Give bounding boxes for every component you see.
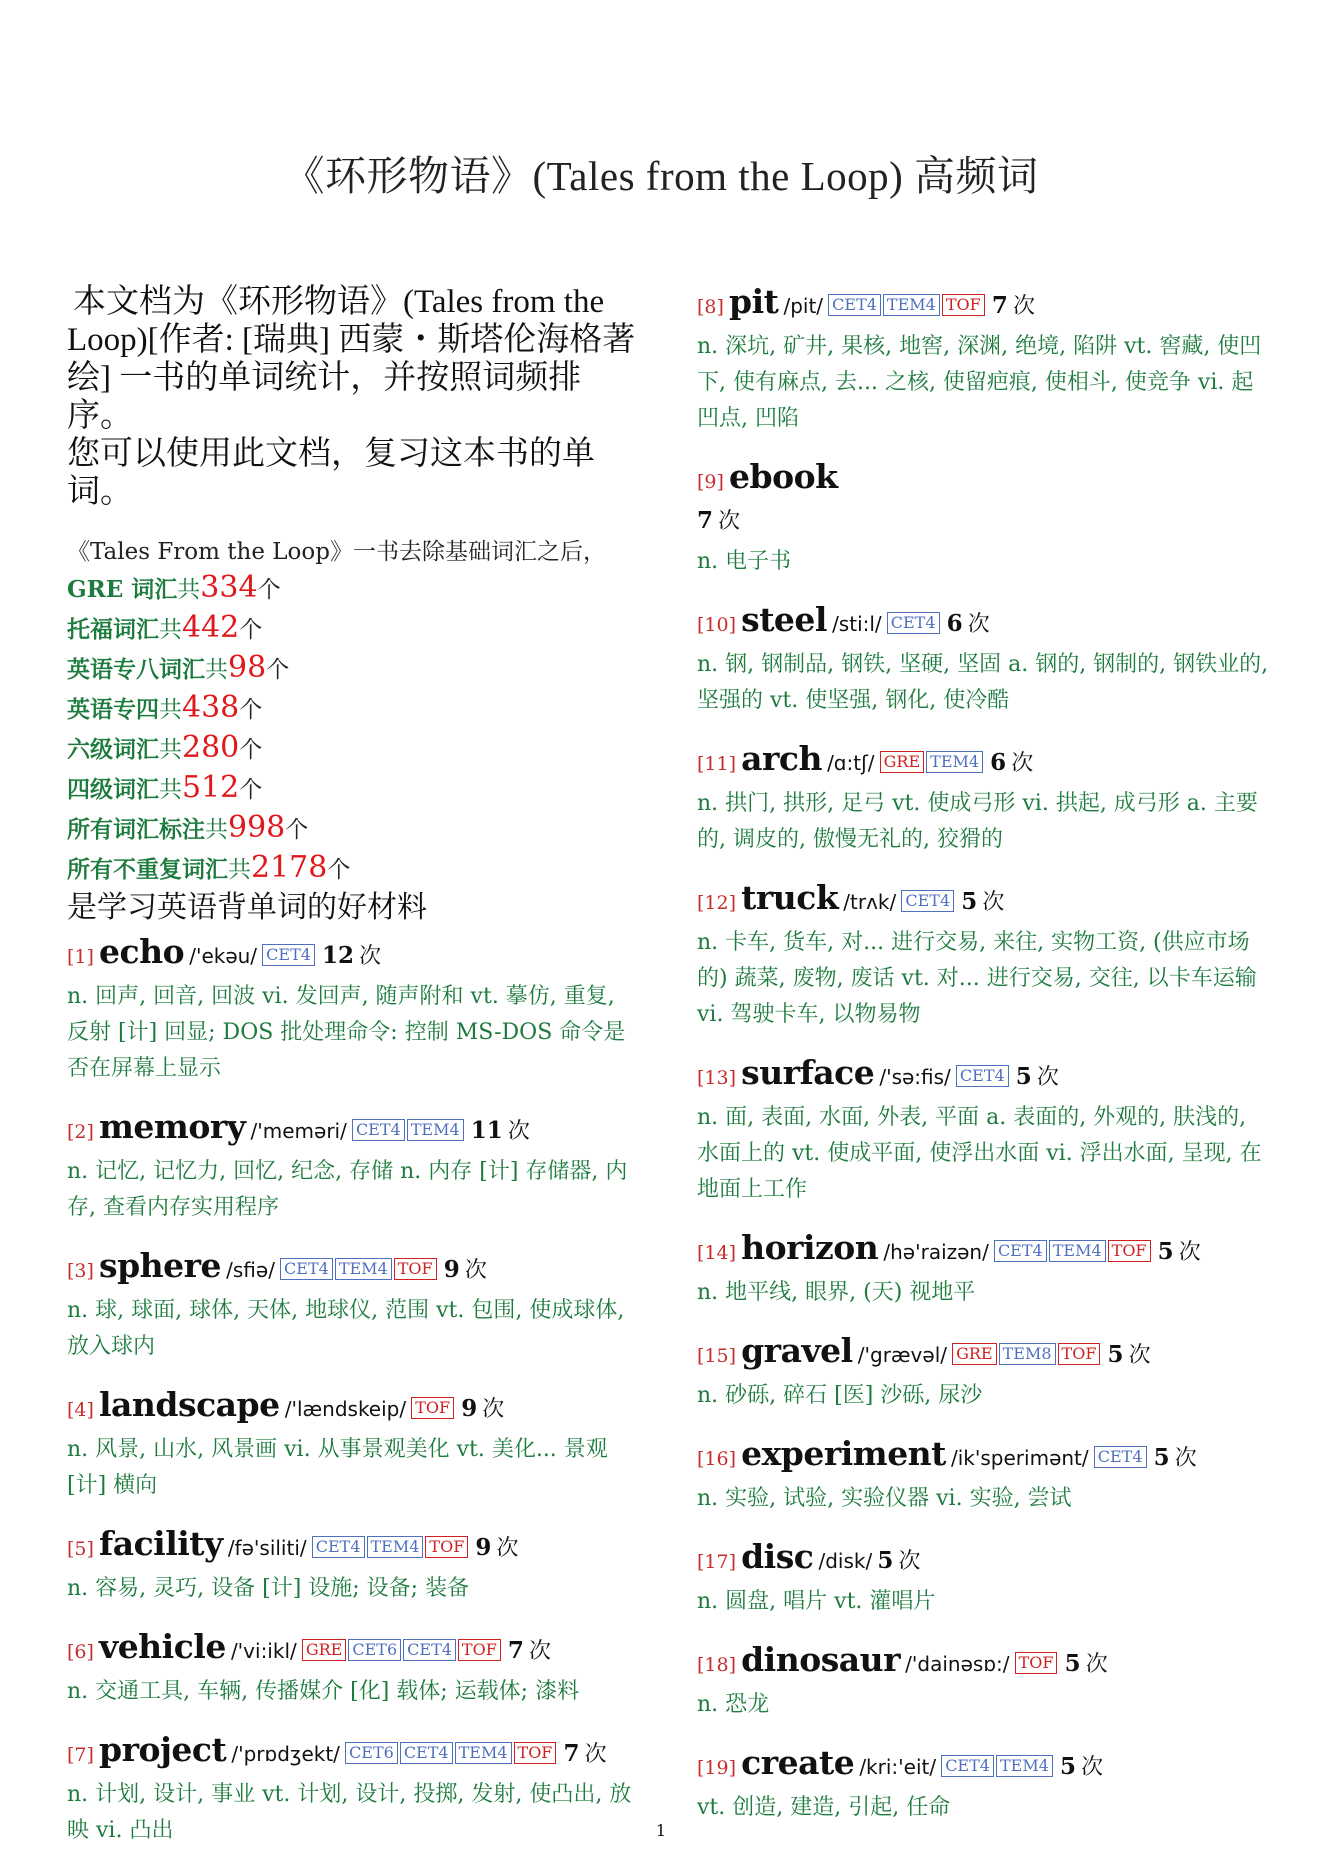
count-number: 5 bbox=[1015, 1063, 1032, 1090]
exam-tag-cet6: CET6 bbox=[348, 1639, 401, 1661]
stat-unit: 个 bbox=[239, 697, 263, 723]
entry-count bbox=[961, 888, 1005, 915]
stat-line bbox=[67, 809, 639, 849]
word-entry bbox=[67, 1386, 639, 1504]
stat-gong: 共 bbox=[159, 697, 182, 723]
entry-word: steel bbox=[741, 600, 827, 639]
word-entry bbox=[697, 601, 1273, 719]
word-entry bbox=[697, 1332, 1273, 1414]
count-unit: 次 bbox=[898, 1549, 921, 1574]
intro bbox=[67, 283, 639, 511]
entry-count bbox=[991, 292, 1035, 319]
left-column bbox=[67, 283, 639, 1870]
stat-gong: 共 bbox=[205, 817, 228, 843]
exam-tag-cet4: CET4 bbox=[941, 1755, 994, 1777]
exam-tag-tem4: TEM4 bbox=[883, 294, 940, 316]
entry-phonetic: /'dainəsɒ:/ bbox=[905, 1652, 1010, 1676]
entry-word: facility bbox=[99, 1524, 223, 1563]
count-number: 11 bbox=[470, 1117, 503, 1144]
entry-head bbox=[697, 1332, 1273, 1376]
entry-count bbox=[322, 942, 382, 969]
exam-tag-cet4: CET4 bbox=[887, 612, 940, 634]
entry-count bbox=[470, 1117, 530, 1144]
entry-count bbox=[475, 1534, 519, 1561]
entry-index: [3] bbox=[67, 1260, 94, 1282]
entry-word: arch bbox=[741, 739, 822, 778]
entry-count bbox=[1059, 1753, 1104, 1780]
entry-head bbox=[67, 933, 639, 977]
stat-unit: 个 bbox=[285, 817, 309, 843]
exam-tag-tem4: TEM4 bbox=[996, 1755, 1053, 1777]
page-number: 1 bbox=[655, 1821, 667, 1840]
count-number: 6 bbox=[946, 610, 963, 637]
entry-count bbox=[443, 1256, 487, 1283]
stat-line bbox=[67, 569, 639, 609]
entry-head bbox=[697, 1641, 1273, 1685]
word-entry bbox=[67, 1525, 639, 1607]
count-number: 9 bbox=[443, 1256, 460, 1283]
count-unit: 次 bbox=[1174, 1446, 1197, 1471]
exam-tag-cet4: CET4 bbox=[1094, 1446, 1147, 1468]
exam-tag-tof: TOF bbox=[1058, 1343, 1101, 1365]
exam-tag-gre: GRE bbox=[302, 1639, 347, 1661]
stat-number: 2178 bbox=[251, 850, 328, 885]
entry-word: pit bbox=[729, 282, 779, 321]
exam-tag-cet4: CET4 bbox=[400, 1742, 453, 1764]
entry-definition: n. 卡车, 货车, 对... 进行交易, 来往, 实物工资, (供应市场的) 蔬菜, 废物, 废话 vt. 对... 进行交易, 交往, 以卡车运输 vi. 驾驶卡车, 以物易物 bbox=[697, 930, 1257, 1027]
exam-tag-tem4: TEM4 bbox=[335, 1258, 392, 1280]
entry-phonetic: /'sə:fis/ bbox=[879, 1065, 951, 1089]
stat-category: GRE 词汇 bbox=[67, 576, 178, 603]
entry-index: [9] bbox=[697, 471, 724, 493]
entry-definition: n. 圆盘, 唱片 vt. 灌唱片 bbox=[697, 1589, 936, 1614]
entry-index: [2] bbox=[67, 1121, 94, 1143]
stat-category: 托福词汇 bbox=[67, 616, 159, 643]
stat-unit: 个 bbox=[239, 617, 263, 643]
stats-block bbox=[67, 535, 639, 927]
entry-index: [6] bbox=[67, 1641, 94, 1663]
entry-word: surface bbox=[741, 1053, 875, 1092]
right-column bbox=[697, 283, 1273, 1847]
entry-count bbox=[563, 1740, 607, 1767]
intro-line-1: 本文档为《环形物语》(Tales from the Loop)[作者: [瑞典] 西蒙・斯塔伦海格著绘] 一书的单词统计，并按照词频排序。 bbox=[67, 284, 636, 434]
entry-head bbox=[67, 1108, 639, 1152]
exam-tag-cet4: CET4 bbox=[262, 944, 315, 966]
entry-index: [17] bbox=[697, 1551, 737, 1573]
entry-definition: n. 风景, 山水, 风景画 vi. 从事景观美化 vt. 美化... 景观 [计] 横向 bbox=[67, 1437, 608, 1498]
count-number: 5 bbox=[1153, 1444, 1170, 1471]
entry-count bbox=[990, 749, 1034, 776]
count-number: 5 bbox=[877, 1547, 894, 1574]
exam-tag-tof: TOF bbox=[514, 1742, 557, 1764]
entry-index: [1] bbox=[67, 946, 94, 968]
stat-category: 六级词汇 bbox=[67, 736, 159, 763]
entry-index: [19] bbox=[697, 1757, 737, 1779]
stat-gong: 共 bbox=[205, 657, 228, 683]
count-number: 7 bbox=[563, 1740, 580, 1767]
word-entry bbox=[697, 1744, 1273, 1826]
exam-tag-tof: TOF bbox=[1015, 1652, 1058, 1674]
count-unit: 次 bbox=[718, 509, 741, 534]
stats-lead: 《Tales From the Loop》一书去除基础词汇之后， bbox=[67, 539, 606, 565]
stat-line bbox=[67, 609, 639, 649]
count-number: 7 bbox=[697, 507, 714, 534]
entry-word: create bbox=[741, 1743, 855, 1782]
stat-unit: 个 bbox=[257, 577, 281, 603]
word-entry bbox=[697, 740, 1273, 858]
stats-list bbox=[67, 569, 639, 889]
entry-definition: n. 计划, 设计, 事业 vt. 计划, 设计, 投掷, 发射, 使凸出, 放映 vi. 凸出 bbox=[67, 1782, 632, 1843]
stat-number: 334 bbox=[200, 570, 258, 605]
entry-definition: n. 钢, 钢制品, 钢铁, 坚硬, 坚固 a. 钢的, 钢制的, 钢铁业的, 坚强的 vt. 使坚强, 钢化, 使冷酷 bbox=[697, 652, 1269, 713]
entry-count bbox=[1157, 1238, 1201, 1265]
entry-head bbox=[697, 458, 1273, 502]
stat-gong: 共 bbox=[159, 737, 182, 763]
count-number: 5 bbox=[1157, 1238, 1174, 1265]
entry-index: [8] bbox=[697, 296, 724, 318]
entry-head bbox=[697, 601, 1273, 645]
entry-word: gravel bbox=[741, 1331, 853, 1370]
entry-count bbox=[877, 1547, 921, 1574]
stat-number: 442 bbox=[182, 610, 240, 645]
exam-tag-tof: TOF bbox=[425, 1536, 468, 1558]
entry-index: [16] bbox=[697, 1448, 737, 1470]
entry-definition: n. 交通工具, 车辆, 传播媒介 [化] 载体; 运载体; 漆料 bbox=[67, 1679, 580, 1704]
entry-phonetic: /fə'siliti/ bbox=[227, 1536, 307, 1560]
entry-definition: n. 记忆, 记忆力, 回忆, 纪念, 存储 n. 内存 [计] 存储器, 内存, 查看内存实用程序 bbox=[67, 1159, 628, 1220]
count-unit: 次 bbox=[482, 1397, 505, 1422]
entry-phonetic: /'lændskeip/ bbox=[284, 1397, 407, 1421]
count-unit: 次 bbox=[529, 1639, 552, 1664]
entry-word: sphere bbox=[99, 1246, 222, 1285]
count-unit: 次 bbox=[496, 1536, 519, 1561]
word-entry bbox=[697, 283, 1273, 437]
entry-count bbox=[1107, 1341, 1151, 1368]
word-entry bbox=[67, 933, 639, 1087]
count-unit: 次 bbox=[1081, 1755, 1104, 1780]
entry-head bbox=[67, 1628, 639, 1672]
entry-definition: n. 深坑, 矿井, 果核, 地窖, 深渊, 绝境, 陷阱 vt. 窖藏, 使凹下, 使有麻点, 去... 之核, 使留疤痕, 使相斗, 使竞争 vi. 起凹点, 凹陷 bbox=[697, 334, 1262, 431]
entry-index: [11] bbox=[697, 753, 737, 775]
exam-tag-cet4: CET4 bbox=[956, 1065, 1009, 1087]
exam-tag-tof: TOF bbox=[942, 294, 985, 316]
stat-number: 98 bbox=[228, 650, 267, 685]
entry-definition: n. 恐龙 bbox=[697, 1692, 770, 1717]
count-unit: 次 bbox=[584, 1742, 607, 1767]
entry-definition: n. 电子书 bbox=[697, 549, 792, 574]
count-number: 5 bbox=[1107, 1341, 1124, 1368]
exam-tag-tem4: TEM4 bbox=[1049, 1240, 1106, 1262]
entry-head bbox=[697, 1744, 1273, 1788]
entry-definition: vt. 创造, 建造, 引起, 任命 bbox=[697, 1795, 951, 1820]
stat-category: 所有不重复词汇 bbox=[67, 856, 228, 883]
entry-head bbox=[67, 1731, 639, 1775]
word-list-right bbox=[697, 283, 1273, 1826]
entry-count bbox=[946, 610, 990, 637]
stat-line bbox=[67, 689, 639, 729]
entry-word: vehicle bbox=[99, 1627, 226, 1666]
entry-definition: n. 实验, 试验, 实验仪器 vi. 实验, 尝试 bbox=[697, 1486, 1072, 1511]
stat-number: 438 bbox=[182, 690, 240, 725]
entry-index: [14] bbox=[697, 1242, 737, 1264]
exam-tag-cet4: CET4 bbox=[828, 294, 881, 316]
entry-head bbox=[697, 1435, 1273, 1479]
entry-phonetic: /hə'raizən/ bbox=[883, 1240, 989, 1264]
entry-word: landscape bbox=[99, 1385, 280, 1424]
entry-phonetic: /ɑ:tʃ/ bbox=[827, 751, 875, 775]
entry-phonetic: /'meməri/ bbox=[250, 1119, 347, 1143]
entry-definition: n. 砂砾, 碎石 [医] 沙砾, 尿沙 bbox=[697, 1383, 983, 1408]
exam-tag-cet4: CET4 bbox=[352, 1119, 405, 1141]
entry-head bbox=[697, 1538, 1273, 1582]
stat-gong: 共 bbox=[228, 857, 251, 883]
stat-line bbox=[67, 769, 639, 809]
entry-count bbox=[507, 1637, 552, 1664]
exam-tag-cet4: CET4 bbox=[901, 890, 954, 912]
exam-tag-tof: TOF bbox=[394, 1258, 437, 1280]
entry-word: experiment bbox=[741, 1434, 946, 1473]
count-unit: 次 bbox=[982, 890, 1005, 915]
exam-tag-tof: TOF bbox=[411, 1397, 454, 1419]
stat-gong: 共 bbox=[159, 777, 182, 803]
count-number: 9 bbox=[461, 1395, 478, 1422]
stat-number: 998 bbox=[228, 810, 286, 845]
exam-tag-tem4: TEM4 bbox=[407, 1119, 464, 1141]
entry-word: horizon bbox=[741, 1228, 879, 1267]
entry-index: [4] bbox=[67, 1399, 94, 1421]
exam-tag-cet6: CET6 bbox=[345, 1742, 398, 1764]
stat-category: 英语专四 bbox=[67, 696, 159, 723]
stat-gong: 共 bbox=[177, 577, 201, 603]
exam-tag-gre: GRE bbox=[880, 751, 925, 773]
count-unit: 次 bbox=[1178, 1240, 1201, 1265]
entry-head bbox=[697, 1054, 1273, 1098]
entry-phonetic: /'grævəl/ bbox=[857, 1343, 947, 1367]
word-entry bbox=[697, 879, 1273, 1033]
entry-definition: n. 拱门, 拱形, 足弓 vt. 使成弓形 vi. 拱起, 成弓形 a. 主要的, 调皮的, 傲慢无礼的, 狡猾的 bbox=[697, 791, 1258, 852]
stat-line bbox=[67, 729, 639, 769]
entry-index: [15] bbox=[697, 1345, 737, 1367]
count-number: 12 bbox=[322, 942, 355, 969]
word-entry bbox=[697, 1538, 1273, 1620]
stat-line bbox=[67, 849, 639, 889]
stat-unit: 个 bbox=[327, 857, 351, 883]
entry-index: [5] bbox=[67, 1538, 94, 1560]
count-unit: 次 bbox=[1011, 751, 1034, 776]
entry-definition: n. 球, 球面, 球体, 天体, 地球仪, 范围 vt. 包围, 使成球体, 放入球内 bbox=[67, 1298, 625, 1359]
exam-tag-tem4: TEM4 bbox=[367, 1536, 424, 1558]
stat-unit: 个 bbox=[239, 777, 263, 803]
entry-head bbox=[67, 1386, 639, 1430]
word-list-left bbox=[67, 933, 639, 1849]
exam-tag-tem4: TEM4 bbox=[926, 751, 983, 773]
count-unit: 次 bbox=[464, 1258, 487, 1283]
entry-head bbox=[697, 740, 1273, 784]
entry-word: disc bbox=[741, 1537, 814, 1576]
entry-word: echo bbox=[99, 932, 185, 971]
entry-head bbox=[67, 1247, 639, 1291]
entry-definition: n. 容易, 灵巧, 设备 [计] 设施; 设备; 装备 bbox=[67, 1576, 470, 1601]
entry-definition: n. 面, 表面, 水面, 外表, 平面 a. 表面的, 外观的, 肤浅的, 水面上的 vt. 使成平面, 使浮出水面 vi. 浮出水面, 呈现, 在地面上工作 bbox=[697, 1105, 1262, 1202]
word-entry bbox=[697, 1641, 1273, 1723]
entry-word: truck bbox=[741, 878, 839, 917]
entry-index: [10] bbox=[697, 614, 737, 636]
entry-count bbox=[1064, 1650, 1108, 1677]
intro-line-2: 您可以使用此文档，复习这本书的单词。 bbox=[67, 436, 595, 510]
entry-word: project bbox=[99, 1730, 227, 1769]
count-number: 5 bbox=[1064, 1650, 1081, 1677]
entry-head bbox=[697, 283, 1273, 327]
count-number: 7 bbox=[991, 292, 1008, 319]
exam-tag-tof: TOF bbox=[458, 1639, 501, 1661]
count-unit: 次 bbox=[1036, 1065, 1059, 1090]
count-unit: 次 bbox=[359, 944, 382, 969]
entry-count bbox=[697, 507, 741, 534]
entry-definition: n. 回声, 回音, 回波 vi. 发回声, 随声附和 vt. 摹仿, 重复, 反射 [计] 回显; DOS 批处理命令: 控制 MS-DOS 命令是否在屏幕上显示 bbox=[67, 984, 626, 1081]
stats-tail: 是学习英语背单词的好材料 bbox=[67, 890, 427, 925]
count-unit: 次 bbox=[507, 1119, 530, 1144]
count-number: 7 bbox=[507, 1637, 524, 1664]
stat-gong: 共 bbox=[159, 617, 182, 643]
exam-tag-cet4: CET4 bbox=[403, 1639, 456, 1661]
exam-tag-cet4: CET4 bbox=[994, 1240, 1047, 1262]
entry-word: ebook bbox=[729, 457, 838, 496]
count-unit: 次 bbox=[1012, 294, 1035, 319]
exam-tag-cet4: CET4 bbox=[280, 1258, 333, 1280]
entry-index: [13] bbox=[697, 1067, 737, 1089]
stat-line bbox=[67, 649, 639, 689]
word-entry bbox=[697, 1435, 1273, 1517]
exam-tag-tof: TOF bbox=[1108, 1240, 1151, 1262]
count-number: 5 bbox=[961, 888, 978, 915]
entry-phonetic: /sti:l/ bbox=[832, 612, 882, 636]
exam-tag-gre: GRE bbox=[952, 1343, 997, 1365]
stat-number: 280 bbox=[182, 730, 240, 765]
word-entry bbox=[697, 458, 1273, 580]
entry-phonetic: /'ekəu/ bbox=[189, 944, 258, 968]
count-unit: 次 bbox=[1085, 1652, 1108, 1677]
entry-count bbox=[461, 1395, 505, 1422]
entry-index: [18] bbox=[697, 1654, 737, 1676]
stat-category: 四级词汇 bbox=[67, 776, 159, 803]
word-entry bbox=[67, 1628, 639, 1710]
entry-head bbox=[697, 1229, 1273, 1273]
stat-unit: 个 bbox=[266, 657, 290, 683]
stat-category: 所有词汇标注 bbox=[67, 816, 205, 843]
word-entry bbox=[67, 1108, 639, 1226]
entry-phonetic: /trʌk/ bbox=[843, 890, 897, 914]
entry-head bbox=[67, 1525, 639, 1569]
entry-count bbox=[1015, 1063, 1059, 1090]
word-entry bbox=[697, 1229, 1273, 1311]
entry-index: [12] bbox=[697, 892, 737, 914]
exam-tag-cet4: CET4 bbox=[312, 1536, 365, 1558]
entry-phonetic: /ik'sperimənt/ bbox=[951, 1446, 1089, 1470]
word-entry bbox=[67, 1247, 639, 1365]
count-number: 9 bbox=[475, 1534, 492, 1561]
entry-phonetic: /pit/ bbox=[783, 294, 824, 318]
stat-unit: 个 bbox=[239, 737, 263, 763]
entry-definition: n. 地平线, 眼界, (天) 视地平 bbox=[697, 1280, 976, 1305]
entry-head bbox=[697, 879, 1273, 923]
exam-tag-tem4: TEM4 bbox=[455, 1742, 512, 1764]
entry-phonetic: /'vi:ikl/ bbox=[230, 1639, 297, 1663]
entry-word: dinosaur bbox=[741, 1640, 901, 1679]
entry-phonetic: /'prɒdʒekt/ bbox=[231, 1742, 340, 1766]
entry-index: [7] bbox=[67, 1744, 94, 1766]
entry-phonetic: /kri:'eit/ bbox=[859, 1755, 937, 1779]
count-number: 6 bbox=[990, 749, 1007, 776]
word-entry bbox=[697, 1054, 1273, 1208]
entry-phonetic: /disk/ bbox=[818, 1549, 873, 1573]
exam-tag-tem8: TEM8 bbox=[999, 1343, 1056, 1365]
entry-word: memory bbox=[99, 1107, 246, 1146]
stat-category: 英语专八词汇 bbox=[67, 656, 205, 683]
count-number: 5 bbox=[1059, 1753, 1076, 1780]
entry-phonetic: /sfiə/ bbox=[226, 1258, 275, 1282]
entry-count-line bbox=[697, 502, 1273, 542]
entry-count bbox=[1153, 1444, 1197, 1471]
count-unit: 次 bbox=[1128, 1343, 1151, 1368]
count-unit: 次 bbox=[967, 612, 990, 637]
page-title: 《环形物语》(Tales from the Loop) 高频词 bbox=[283, 153, 1039, 199]
stat-number: 512 bbox=[182, 770, 240, 805]
